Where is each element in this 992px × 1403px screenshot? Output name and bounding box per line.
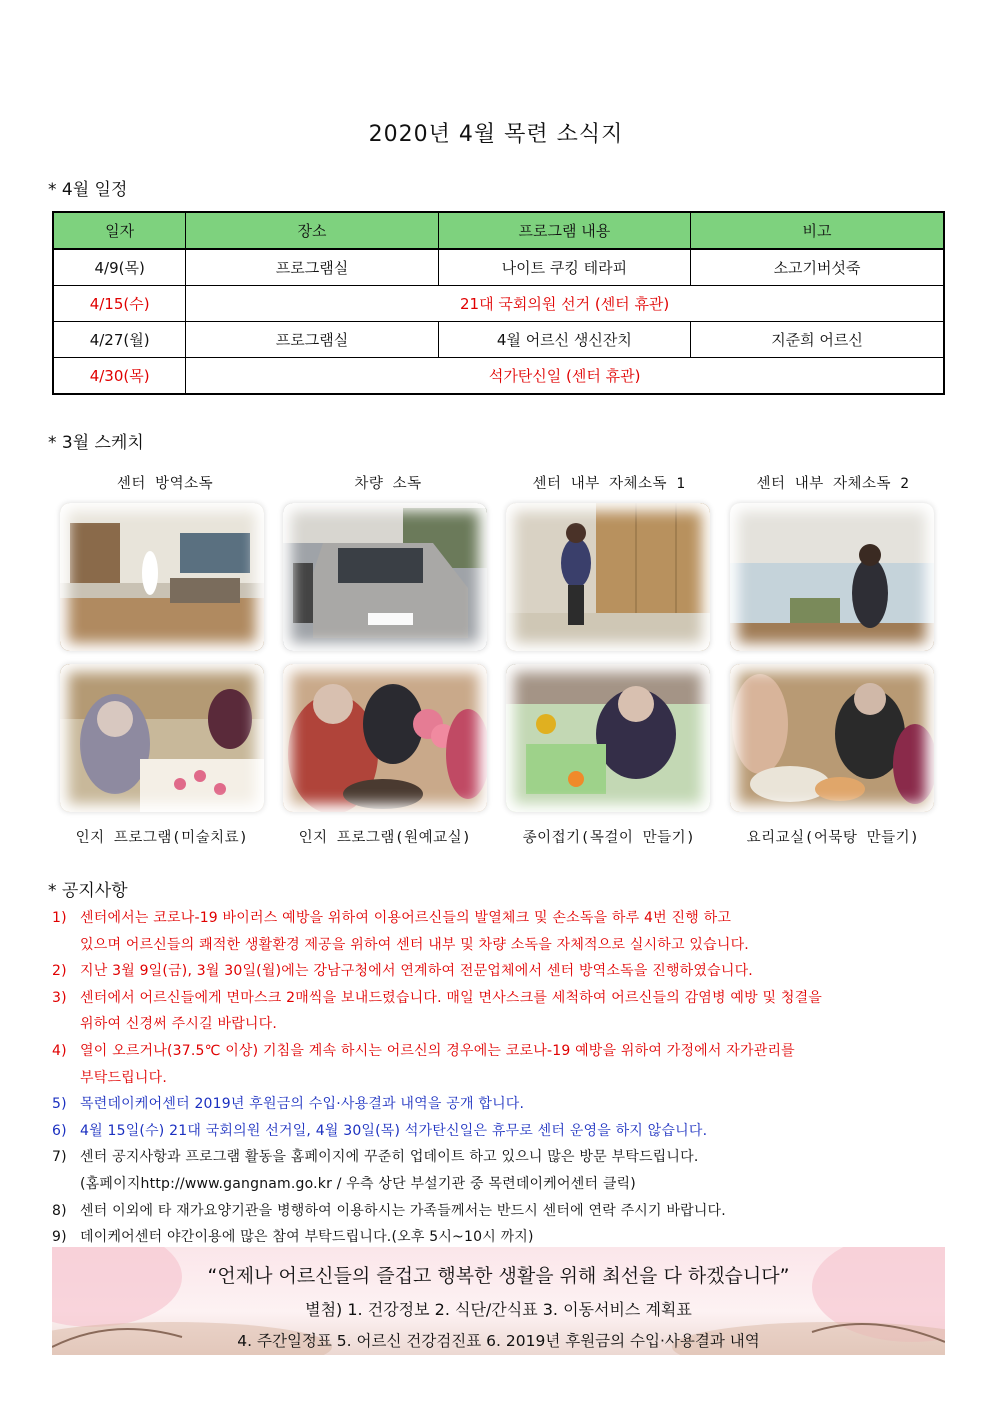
cell-merged: 석가탄신일 (센터 휴관) — [186, 358, 944, 395]
notice-number: 6) — [52, 1122, 67, 1139]
table-row-holiday — [53, 358, 944, 395]
cell-note: 지준희 어르신 — [691, 322, 944, 358]
notice-text: 센터 이외에 타 재가요양기관을 병행하여 이용하시는 가족들께서는 반드시 센터에 연락 주시기 바랍니다. — [80, 1202, 726, 1219]
table-header-row — [53, 212, 944, 249]
footer-banner — [52, 1247, 945, 1355]
cell-merged: 21대 국회의원 선거 (센터 휴관) — [186, 286, 944, 322]
cell-date: 4/15(수) — [53, 286, 186, 322]
cell-date: 4/9(목) — [53, 249, 186, 286]
notice-text: 데이케어센터 야간이용에 많은 참여 부탁드립니다.(오후 5시~10시 까지) — [80, 1229, 534, 1246]
notice-number: 5) — [52, 1096, 67, 1113]
attachment-list-line1: 별첨) 1. 건강정보 2. 식단/간식표 3. 이동서비스 계획표 — [305, 1300, 692, 1319]
notice-text: 4월 15일(수) 21대 국회의원 선거일, 4월 30일(목) 석가탄신일은 휴무로 센터 운영을 하지 않습니다. — [80, 1122, 708, 1139]
photo-caption: 센터 내부 자체소독 1 — [532, 476, 686, 492]
notice-list — [52, 905, 952, 1251]
slogan-text: “언제나 어르신들의 즐겁고 행복한 생활을 위해 최선을 다 하겠습니다” — [207, 1265, 790, 1287]
indoor-cleaning-photo — [506, 503, 710, 651]
photo-caption: 종이접기(목걸이 만들기) — [522, 830, 696, 846]
attachment-list-line2: 4. 주간일정표 5. 어르신 건강검진표 6. 2019년 후원금의 수입·사용결과 내역 — [237, 1332, 760, 1350]
cell-place: 프로그램실 — [186, 322, 438, 358]
schedule-section-heading: * 4월 일정 — [48, 180, 128, 200]
notice-text: (홈페이지http://www.gangnam.go.kr / 우측 상단 부설기관 중 목련데이케어센터 클릭) — [80, 1175, 636, 1192]
notice-item-line — [52, 1038, 952, 1065]
indoor-cleaning-photo — [730, 503, 934, 651]
cell-place: 프로그램실 — [186, 249, 438, 286]
notice-item-line — [52, 905, 952, 932]
cell-date: 4/30(목) — [53, 358, 186, 395]
notice-text: 지난 3월 9일(금), 3월 30일(월)에는 강남구청에서 연계하여 전문업체에서 센터 방역소독을 진행하였습니다. — [80, 963, 753, 980]
notice-number: 3) — [52, 989, 67, 1006]
table-row — [53, 322, 944, 358]
cell-program: 나이트 쿠킹 테라피 — [438, 249, 690, 286]
cell-note: 소고기버섯죽 — [691, 249, 944, 286]
notice-item-line — [52, 985, 952, 1012]
notice-item-line — [52, 1011, 952, 1038]
notice-text: 위하여 신경써 주시길 바랍니다. — [80, 1016, 278, 1033]
notice-text: 센터에서 어르신들에게 면마스크 2매씩을 보내드렸습니다. 매일 면사스크를 세척하여 어르신들의 감염병 예방 및 청결을 — [80, 989, 823, 1006]
origami-photo — [506, 664, 710, 812]
table-row — [53, 249, 944, 286]
notice-number: 1) — [52, 910, 67, 926]
notice-number: 9) — [52, 1229, 67, 1246]
photo-caption: 센터 방역소독 — [116, 476, 214, 492]
notice-item-line — [52, 1198, 952, 1225]
cell-program: 4월 어르신 생신잔치 — [438, 322, 690, 358]
photo-caption: 인지 프로그램(원예교실) — [298, 830, 472, 846]
header-note: 비고 — [691, 212, 944, 249]
header-program: 프로그램 내용 — [438, 212, 690, 249]
notice-item-line — [52, 1118, 952, 1145]
notice-item-line — [52, 1171, 952, 1198]
cooking-photo — [730, 664, 934, 812]
notice-number: 2) — [52, 963, 67, 980]
gardening-photo — [283, 664, 487, 812]
schedule-table — [52, 211, 945, 395]
notice-item-line — [52, 1144, 952, 1171]
notice-item-line — [52, 1065, 952, 1092]
disinfection-photo — [60, 503, 264, 651]
notice-number: 4) — [52, 1042, 67, 1059]
photo-caption: 센터 내부 자체소독 2 — [756, 476, 910, 492]
notice-text: 센터에서는 코로나-19 바이러스 예방을 위하여 이용어르신들의 발열체크 및 손소독을 하루 4번 진행 하고 — [80, 910, 732, 926]
notice-section-heading: * 공지사항 — [48, 881, 128, 901]
header-place: 장소 — [186, 212, 438, 249]
notice-item-line — [52, 1091, 952, 1118]
cell-date: 4/27(월) — [53, 322, 186, 358]
art-therapy-photo — [60, 664, 264, 812]
notice-item-line — [52, 932, 952, 959]
photo-caption: 차량 소독 — [354, 476, 422, 492]
header-date: 일자 — [53, 212, 186, 249]
notice-text: 목련데이케어센터 2019년 후원금의 수입·사용결과 내역을 공개 합니다. — [80, 1096, 525, 1113]
sketch-section-heading: * 3월 스케치 — [48, 433, 144, 453]
page-title: 2020년 4월 목련 소식지 — [368, 122, 624, 147]
table-row-holiday — [53, 286, 944, 322]
notice-text: 열이 오르거나(37.5℃ 이상) 기침을 계속 하시는 어르신의 경우에는 코로나-19 예방을 위하여 가정에서 자가관리를 — [80, 1042, 795, 1059]
notice-item-line — [52, 958, 952, 985]
notice-text: 부탁드립니다. — [80, 1069, 167, 1086]
notice-number: 7) — [52, 1149, 67, 1166]
notice-text: 센터 공지사항과 프로그램 활동을 홈페이지에 꾸준히 업데이트 하고 있으니 많은 방문 부탁드립니다. — [80, 1149, 699, 1166]
notice-text: 있으며 어르신들의 쾌적한 생활환경 제공을 위하여 센터 내부 및 차량 소독을 자체적으로 실시하고 있습니다. — [80, 936, 749, 953]
notice-number: 8) — [52, 1202, 67, 1219]
vehicle-photo — [283, 503, 487, 651]
photo-caption: 인지 프로그램(미술치료) — [75, 830, 249, 846]
photo-caption: 요리교실(어묵탕 만들기) — [746, 830, 920, 846]
